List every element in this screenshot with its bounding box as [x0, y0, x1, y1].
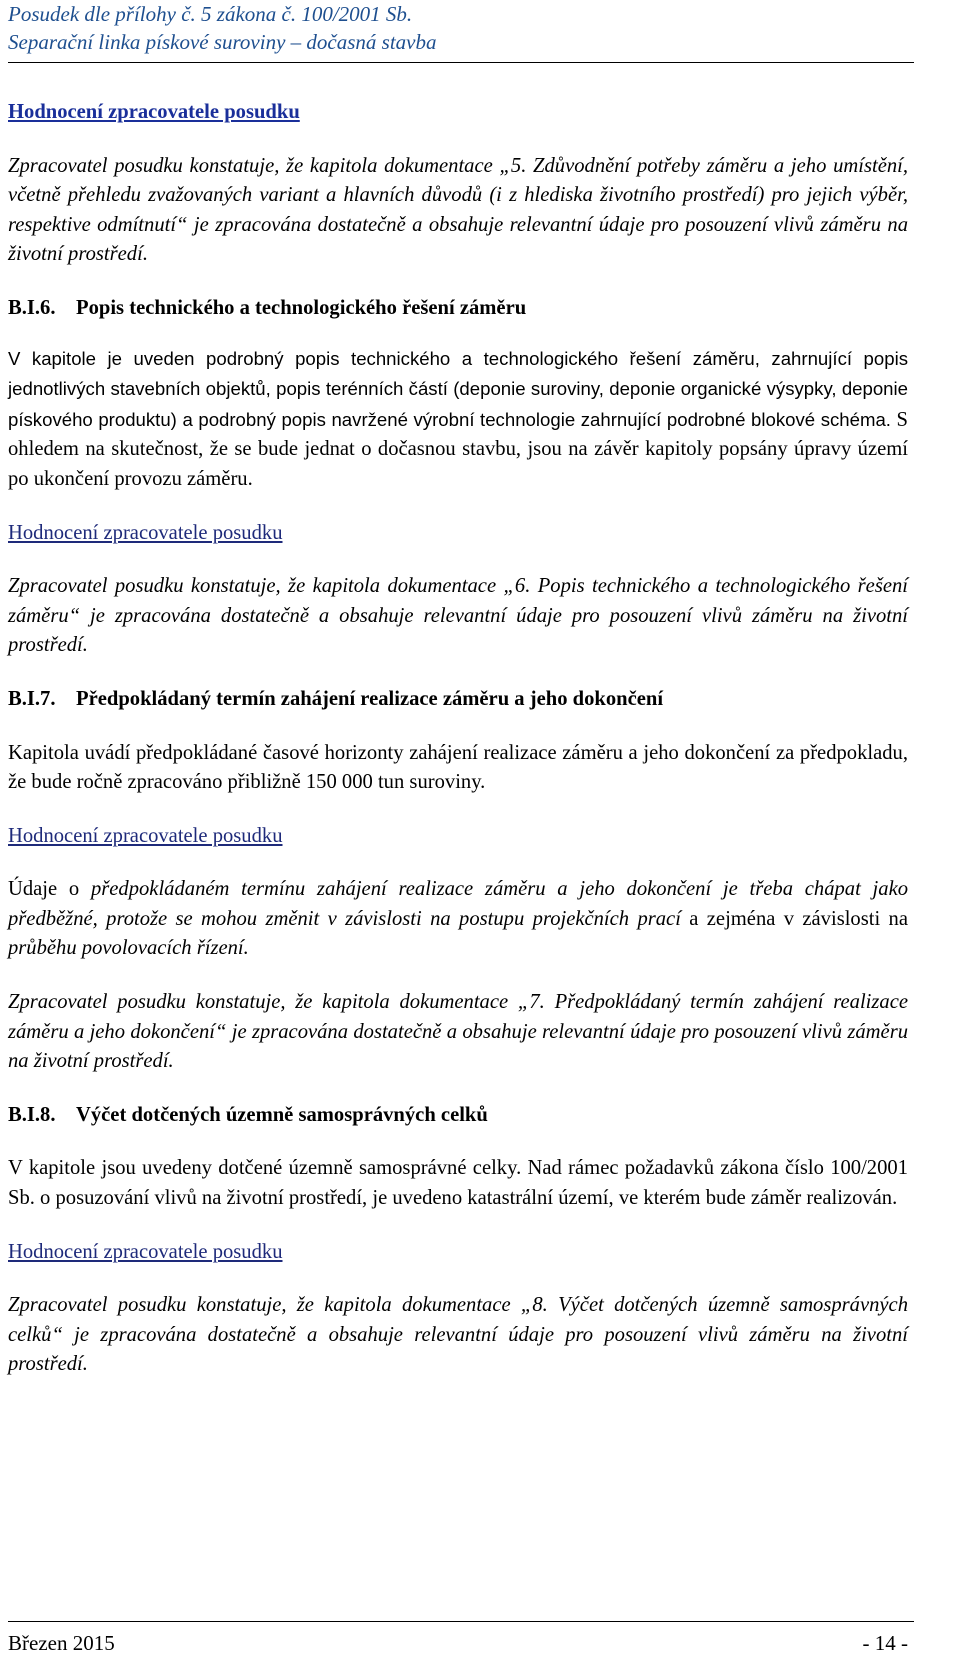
- evaluation-heading: Hodnocení zpracovatele posudku: [8, 1240, 283, 1263]
- section-title: Popis technického a technologického řešení záměru: [76, 296, 527, 319]
- evaluation-note-ch7: [8, 875, 908, 964]
- evaluation-heading: Hodnocení zpracovatele posudku: [8, 824, 283, 847]
- note-text-italic: předpokládaném termínu zahájení realizace záměru a jeho dokončení je třeba chápat jako předběžné, protože se mohou změnit v závislosti na postupu projekčních prací: [8, 878, 909, 930]
- section-heading-b-i-8: [8, 1101, 908, 1131]
- evaluation-text-ch8: Zpracovatel posudku konstatuje, že kapitola dokumentace „8. Výčet dotčených územně samosprávných celků“ je zpracována dostatečně a obsahuje relevantní údaje pro posouzení vlivů záměru na životní prostředí.: [8, 1294, 908, 1376]
- note-text: Údaje o: [8, 878, 91, 901]
- footer-divider: [8, 1621, 914, 1622]
- section-title: Výčet dotčených územně samosprávných celků: [76, 1103, 488, 1126]
- evaluation-text-ch5: Zpracovatel posudku konstatuje, že kapitola dokumentace „5. Zdůvodnění potřeby záměru a jeho umístění, včetně přehledu zvažovaných variant a hlavních důvodů (i z hlediska životního prostředí) pro jejich výběr, respektive odmítnutí“ je zpracována dostatečně a obsahuje relevantní údaje pro posouzení vlivů záměru na životní prostředí.: [8, 154, 908, 266]
- page-number: - 14 -: [862, 1631, 908, 1655]
- evaluation-heading: Hodnocení zpracovatele posudku: [8, 521, 283, 544]
- section-body-b-i-8: V kapitole jsou uvedeny dotčené územně samosprávné celky. Nad rámec požadavků zákona číslo 100/2001 Sb. o posuzování vlivů na životní prostředí, je uvedeno katastrální území, ve kterém bude záměr realizován.: [8, 1157, 908, 1210]
- header-divider: [8, 62, 914, 63]
- footer-date: Březen 2015: [8, 1631, 115, 1655]
- evaluation-text-ch6: Zpracovatel posudku konstatuje, že kapitola dokumentace „6. Popis technického a technologického řešení záměru“ je zpracována dostatečně a obsahuje relevantní údaje pro posouzení vlivů záměru na životní prostředí.: [8, 575, 908, 657]
- evaluation-heading: Hodnocení zpracovatele posudku: [8, 101, 300, 123]
- section-body-b-i-7: Kapitola uvádí předpokládané časové horizonty zahájení realizace záměru a jeho dokončení za předpokladu, že bude ročně zpracováno přibližně 150 000 tun suroviny.: [8, 741, 908, 794]
- section-body-b-i-6: [8, 344, 908, 495]
- header-law-reference: Posudek dle přílohy č. 5 zákona č. 100/2001 Sb.: [8, 2, 413, 26]
- page-content: [8, 98, 908, 1380]
- evaluation-text-ch7: Zpracovatel posudku konstatuje, že kapitola dokumentace „7. Předpokládaný termín zahájení realizace záměru a jeho dokončení“ je zpracována dostatečně a obsahuje relevantní údaje pro posouzení vlivů záměru na životní prostředí.: [8, 991, 908, 1073]
- header-project-title: Separační linka pískové suroviny – dočasná stavba: [8, 30, 437, 54]
- section-number: B.I.8.: [8, 1103, 56, 1126]
- note-text: a zejména v závislosti na: [680, 907, 908, 930]
- section-title: Předpokládaný termín zahájení realizace záměru a jeho dokončení: [76, 687, 664, 710]
- body-text-technical: V kapitole je uveden podrobný popis technického a technologického řešení záměru, zahrnující popis jednotlivých stavebních objektů, popis terénních částí (deponie suroviny, deponie organické výsypky, deponie pískového produktu) a podrobný popis navržené výrobní technologie zahrnující podrobné blokové schéma.: [8, 347, 908, 430]
- section-number: B.I.7.: [8, 687, 56, 710]
- section-heading-b-i-6: [8, 294, 908, 324]
- body-text-temporary: S ohledem na skutečnost, že se bude jednat o dočasnou stavbu, jsou na závěr kapitoly popsány úpravy území po ukončení provozu záměru.: [8, 408, 908, 490]
- section-heading-b-i-7: [8, 685, 908, 715]
- note-text-italic: průběhu povolovacích řízení.: [8, 937, 249, 960]
- section-number: B.I.6.: [8, 296, 56, 319]
